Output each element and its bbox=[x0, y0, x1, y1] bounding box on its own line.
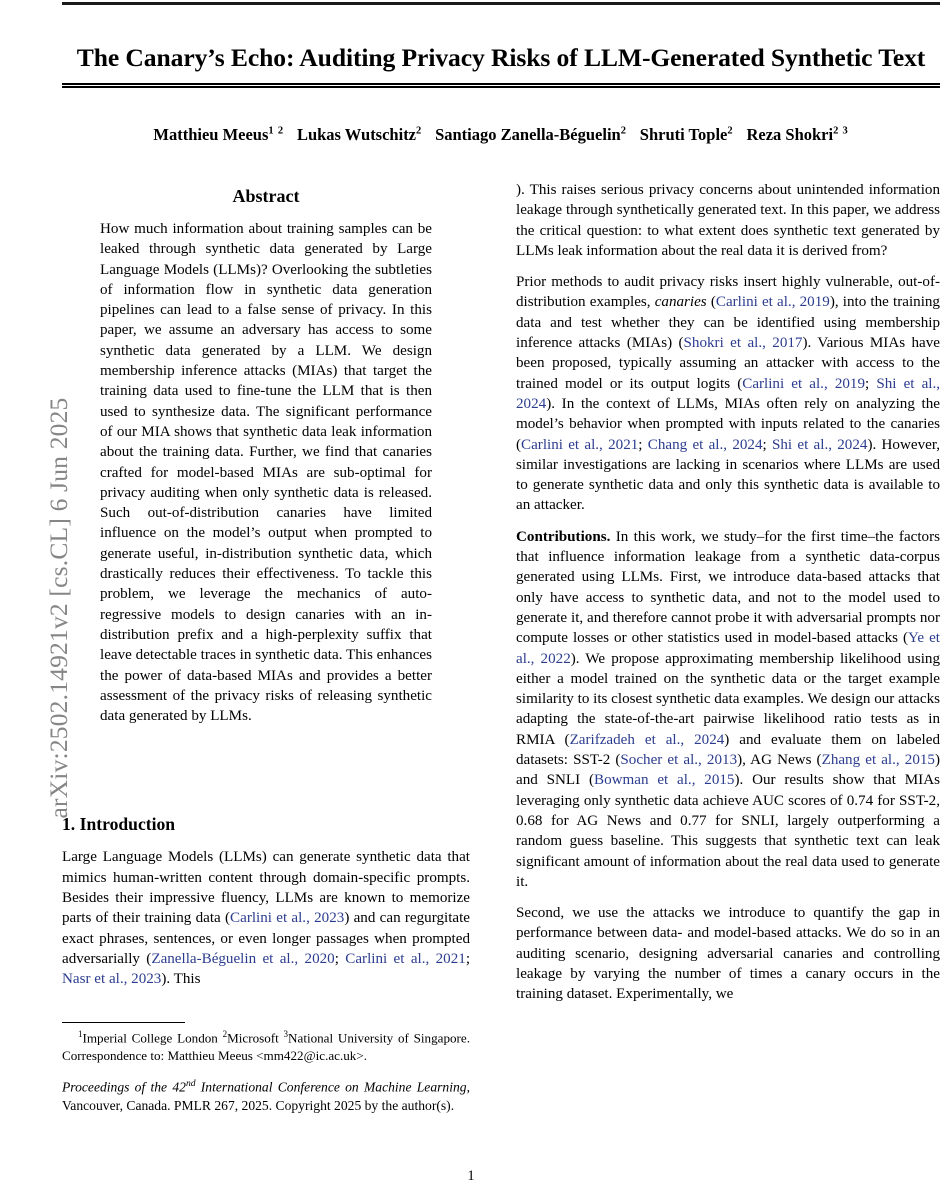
arxiv-identifier-stamp: arXiv:2502.14921v2 [cs.CL] 6 Jun 2025 bbox=[44, 397, 73, 819]
author-name: Reza Shokri bbox=[746, 125, 834, 144]
introduction-paragraph-2 bbox=[516, 272, 940, 516]
citation-shokri-2017[interactable]: Shokri et al., 2017 bbox=[683, 335, 803, 352]
text-run: In this work, we study–for the first time–the factors that influence information leakage from a synthetic data-corpus generated using LLMs. First, we introduce data-based attacks that only have access to synthetic data, and not to the model used to generate it, and therefore cannot probe it with adversarial prompts nor compute losses or other statistics used in model-based attacks ( bbox=[516, 528, 940, 647]
text-run: ; bbox=[334, 950, 346, 967]
abstract-heading: Abstract bbox=[232, 186, 300, 206]
introduction-paragraph-4 bbox=[516, 903, 940, 1004]
left-column bbox=[62, 180, 470, 990]
citation-nasr-2023[interactable]: Nasr et al., 2023 bbox=[62, 971, 162, 988]
citation-shi-2024[interactable]: Shi et al., 2024 bbox=[516, 375, 941, 412]
emphasis-canaries: canaries bbox=[654, 294, 707, 311]
title-divider bbox=[62, 83, 940, 88]
footnote-rule bbox=[62, 1022, 185, 1023]
citation-zhang-2015[interactable]: Zhang et al., 2015 bbox=[821, 752, 935, 769]
affiliation-3-and-correspondence: National University of Singapore. Correspondence to: Matthieu Meeus <mm422@ic.ac.uk>. bbox=[62, 1030, 470, 1063]
author-entry bbox=[640, 125, 734, 144]
text-run: ) and SNLI ( bbox=[516, 752, 940, 789]
footnote-marker-3: 3 bbox=[283, 1029, 289, 1040]
footnote-marker-2: 2 bbox=[222, 1029, 228, 1040]
text-run: ( bbox=[706, 294, 716, 311]
text-run: ). This raises serious privacy concerns about unintended information leakage through synthetically generated text. In this paper, we address the critical question: to what extent does synthetic text generated by LLMs leak information about the real data it is derived from? bbox=[516, 182, 940, 259]
introduction-heading: 1. Introduction bbox=[62, 814, 176, 835]
proceedings-ordinal-suffix: nd bbox=[185, 1078, 196, 1090]
affiliation-1: Imperial College London bbox=[82, 1030, 223, 1046]
footnote-block bbox=[62, 1022, 470, 1115]
text-run: ). We propose approximating membership likelihood using either a model trained on the synthetic data or the target example similarity to its closest synthetic data examples. We design our attacks adapting the state-of-the-art pairwise likelihood ratio tests as in RMIA ( bbox=[516, 650, 941, 748]
introduction-paragraph-3-contributions bbox=[516, 527, 940, 892]
section-spacer bbox=[62, 726, 470, 814]
author-affiliation-marker: 2 bbox=[620, 125, 627, 137]
author-affiliation-marker: 1 2 bbox=[268, 125, 284, 137]
author-name: Lukas Wutschitz bbox=[296, 125, 417, 144]
citation-carlini-2019-b[interactable]: Carlini et al., 2019 bbox=[742, 375, 866, 392]
text-run: ; bbox=[638, 436, 648, 453]
author-name: Santiago Zanella-Béguelin bbox=[435, 125, 621, 144]
text-run: ), into the training data and test whether they can be identified using membership inference attacks (MIAs) ( bbox=[516, 294, 940, 352]
citation-carlini-2023[interactable]: Carlini et al., 2023 bbox=[230, 910, 345, 927]
text-run: ; bbox=[465, 950, 471, 967]
proceedings-ordinal-number: 42 bbox=[172, 1079, 186, 1095]
footnote-marker-1: 1 bbox=[78, 1029, 83, 1040]
citation-carlini-2021[interactable]: Carlini et al., 2021 bbox=[345, 950, 466, 967]
paragraph-continues-marker: ). This bbox=[161, 971, 201, 988]
introduction-paragraph-1-continued bbox=[516, 180, 940, 261]
text-run: Large Language Models (LLMs) can generate synthetic data that mimics human-written content through domain-specific prompts. Besides their impressive fluency, LLMs are known to memorize parts of their training data ( bbox=[62, 849, 470, 927]
proceedings-copyright: , Vancouver, Canada. PMLR 267, 2025. Copyright 2025 by the author(s). bbox=[62, 1079, 471, 1113]
author-entry bbox=[435, 125, 627, 144]
page-title: The Canary’s Echo: Auditing Privacy Risks of LLM-Generated Synthetic Text bbox=[76, 43, 926, 73]
text-run: ). Our results show that MIAs leveraging only synthetic data achieve AUC scores of 0.74 for SST-2, 0.68 for AG News and 0.77 for SNLI, largely outperforming a random guess baseline. This suggests that synthetic text can leak significant amount of information about the real data used to generate it. bbox=[516, 772, 940, 890]
text-run: ; bbox=[762, 436, 772, 453]
citation-ye-2022[interactable]: Ye et al., 2022 bbox=[516, 630, 940, 667]
citation-shi-2024-b[interactable]: Shi et al., 2024 bbox=[771, 436, 868, 453]
page-number: 1 bbox=[467, 1168, 475, 1184]
text-run: ), AG News ( bbox=[737, 752, 822, 769]
citation-bowman-2015[interactable]: Bowman et al., 2015 bbox=[594, 772, 735, 789]
right-column bbox=[516, 180, 940, 1016]
author-affiliation-marker: 2 3 bbox=[833, 125, 849, 137]
citation-carlini-2021-b[interactable]: Carlini et al., 2021 bbox=[521, 436, 639, 453]
text-run: ). However, similar investigations are lacking in scenarios where LLMs are used to generate synthetic data and only this synthetic data is available to an attacker. bbox=[516, 436, 941, 514]
text-run: ) and evaluate them on labeled datasets: SST-2 ( bbox=[516, 731, 940, 769]
abstract-body: How much information about training samples can be leaked through synthetic data generated by Large Language Models (LLMs)? Overlooking the subtleties of information flow in synthetic data generation pipelines can lead to a false sense of privacy. In this paper, we assume an adversary has access to some synthetic data generated by a LLM. We design membership inference attacks (MIAs) that target the training data used to fine-tune the LLM that is then used to synthesize data. The significant performance of our MIA shows that synthetic data leak information about the training data. Further, we find that canaries crafted for model-based MIAs are sub-optimal for privacy auditing when only synthetic data is released. Such out-of-distribution canaries have limited influence on the model’s output when prompted to generate useful, in-distribution synthetic data, which drastically reduces their effectiveness. To tackle this problem, we leverage the mechanics of auto-regressive models to design canaries with an in-distribution prefix and a high-perplexity suffix that leave detectable traces in synthetic data. This enhances the power of data-based MIAs and provides a better assessment of the privacy risks of releasing synthetic data generated by LLMs. bbox=[100, 221, 432, 725]
author-entry bbox=[746, 125, 848, 144]
proceedings-conference-name: International Conference on Machine Learning bbox=[195, 1079, 467, 1095]
affiliation-footnote bbox=[62, 1029, 470, 1064]
citation-chang-2024[interactable]: Chang et al., 2024 bbox=[647, 436, 763, 453]
page-top-rule bbox=[62, 2, 940, 5]
affiliation-2: Microsoft bbox=[227, 1030, 284, 1046]
text-run: ) and can regurgitate exact phrases, sentences, or even longer passages when prompted adversarially ( bbox=[62, 910, 470, 967]
text-run: ; bbox=[865, 375, 877, 392]
proceedings-lead: Proceedings of the bbox=[62, 1079, 173, 1095]
citation-zarifzadeh-2024[interactable]: Zarifzadeh et al., 2024 bbox=[569, 731, 725, 748]
citation-zanella-beguelin-2020[interactable]: Zanella-Béguelin et al., 2020 bbox=[151, 950, 335, 967]
contributions-lead-label: Contributions. bbox=[516, 528, 611, 545]
author-list bbox=[62, 125, 940, 145]
author-affiliation-marker: 2 bbox=[727, 125, 734, 137]
author-name: Shruti Tople bbox=[639, 125, 728, 144]
author-name: Matthieu Meeus bbox=[153, 125, 269, 144]
text-run: Second, we use the attacks we introduce to quantify the gap in performance between data- and model-based attacks. We do so in an auditing scenario, designing adversarial canaries and controlling leakage by varying the number of times a canary occurs in the training dataset. Experimentally, we bbox=[516, 905, 940, 1003]
text-run: ). In the context of LLMs, MIAs often rely on analyzing the model’s behavior when prompted with inputs related to the canaries ( bbox=[516, 395, 940, 453]
citation-carlini-2019[interactable]: Carlini et al., 2019 bbox=[715, 294, 830, 311]
author-entry bbox=[153, 125, 284, 144]
introduction-paragraph-1 bbox=[62, 847, 470, 989]
text-run: Prior methods to audit privacy risks insert highly vulnerable, out-of-distribution examples, bbox=[516, 274, 940, 311]
citation-socher-2013[interactable]: Socher et al., 2013 bbox=[620, 752, 738, 769]
author-affiliation-marker: 2 bbox=[416, 125, 423, 137]
text-run: ). Various MIAs have been proposed, typically assuming an attacker with access to the trained model or its output logits ( bbox=[516, 335, 940, 392]
proceedings-note bbox=[62, 1078, 470, 1114]
author-entry bbox=[297, 125, 422, 144]
